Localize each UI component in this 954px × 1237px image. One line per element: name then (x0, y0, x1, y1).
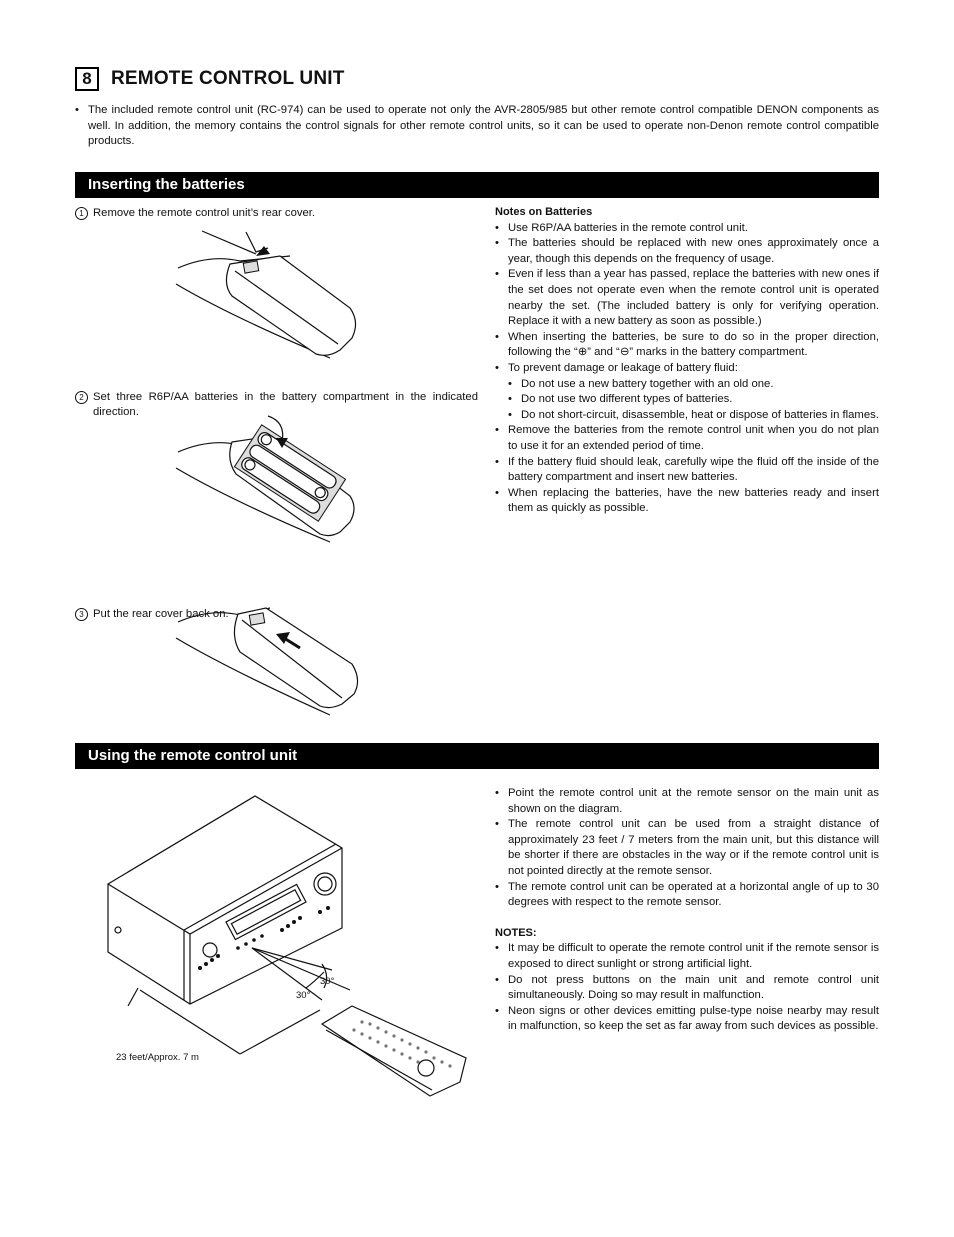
step-number-2: 2 (75, 391, 88, 404)
step-3-text: Put the rear cover back on. (93, 607, 229, 620)
usage-note: • Do not press buttons on the main unit and remote control unit simultaneously. Doing so may result in malfunction. (495, 973, 879, 1004)
battery-note: • Even if less than a year has passed, replace the batteries with new ones if the set does not operate even when the remote control unit is operated nearby the set. (The included battery is only for verifying operation. Replace it with a new battery as soon as possible.) (495, 267, 879, 329)
insert-batteries-illustration (170, 410, 370, 550)
battery-subnote: • Do not short-circuit, disassemble, heat or dispose of batteries in flames. (508, 408, 879, 424)
battery-note: • When inserting the batteries, be sure to do so in the proper direction, following the “⊕” and “⊖” marks in the battery compartment. (495, 330, 879, 361)
section-bar-inserting (75, 172, 879, 198)
battery-note: • Use R6P/AA batteries in the remote control unit. (495, 221, 879, 237)
usage-bullet: • Point the remote control unit at the remote sensor on the main unit as shown on the diagram. (495, 786, 879, 817)
usage-note: • It may be difficult to operate the remote control unit if the remote sensor is exposed to direct sunlight or strong artificial light. (495, 941, 879, 972)
step-2-text: Set three R6P/AA batteries in the battery compartment in the indicated direction. (93, 390, 478, 419)
step-1 (75, 206, 478, 222)
battery-note (495, 361, 879, 423)
replace-cover-illustration (170, 590, 370, 720)
battery-notes-title: Notes on Batteries (495, 206, 593, 218)
distance-label: 23 feet/Approx. 7 m (116, 1052, 199, 1063)
remove-cover-illustration (170, 226, 370, 371)
battery-note-text: To prevent damage or leakage of battery fluid: (508, 361, 738, 374)
angle-label-1: 30° (320, 976, 335, 987)
battery-subnote: • Do not use two different types of batteries. (508, 392, 879, 408)
battery-note: • The batteries should be replaced with new ones approximately once a year, though this depends on the frequency of usage. (495, 236, 879, 267)
intro-paragraph (75, 103, 879, 150)
battery-notes (495, 205, 879, 517)
battery-note: • If the battery fluid should leak, carefully wipe the fluid off the inside of the battery compartment and insert new batteries. (495, 455, 879, 486)
battery-note: • Remove the batteries from the remote control unit when you do not plan to use it for an extended period of time. (495, 423, 879, 454)
step-1-text: Remove the remote control unit’s rear cover. (93, 207, 316, 219)
section-title-inserting: Inserting the batteries (88, 176, 245, 193)
usage-bullet: • The remote control unit can be used from a straight distance of approximately 23 feet / 7 meters from the main unit, but this distance will be shorter if there are obstacles in the way or if the remote control unit is not pointed directly at the remote sensor. (495, 817, 879, 879)
angle-label-2: 30° (296, 990, 311, 1001)
section-number: 8 (75, 67, 99, 91)
using-remote-text (495, 786, 879, 1035)
remote-range-diagram (100, 792, 470, 1092)
usage-note: • Neon signs or other devices emitting pulse-type noise nearby may result in malfunction, so keep the set as far away from such devices as possible. (495, 1004, 879, 1035)
step-number-3: 3 (75, 608, 88, 621)
battery-subnote: • Do not use a new battery together with an old one. (508, 377, 879, 393)
usage-notes-title: NOTES: (495, 926, 537, 939)
intro-text: • The included remote control unit (RC-974) can be used to operate not only the AVR-2805/985 but other remote control compatible DENON components as well. In addition, the memory contains the control signals for other remote control units, so it can be used to operate non-Denon remote control compatible products. (75, 103, 879, 150)
section-bar-using (75, 743, 879, 769)
usage-bullet: • The remote control unit can be operated at a horizontal angle of up to 30 degrees with respect to the remote sensor. (495, 880, 879, 911)
section-title-using: Using the remote control unit (88, 747, 298, 764)
battery-note: • When replacing the batteries, have the new batteries ready and insert them as quickly as possible. (495, 486, 879, 517)
step-number-1: 1 (75, 207, 88, 220)
page-title: REMOTE CONTROL UNIT (111, 68, 345, 89)
